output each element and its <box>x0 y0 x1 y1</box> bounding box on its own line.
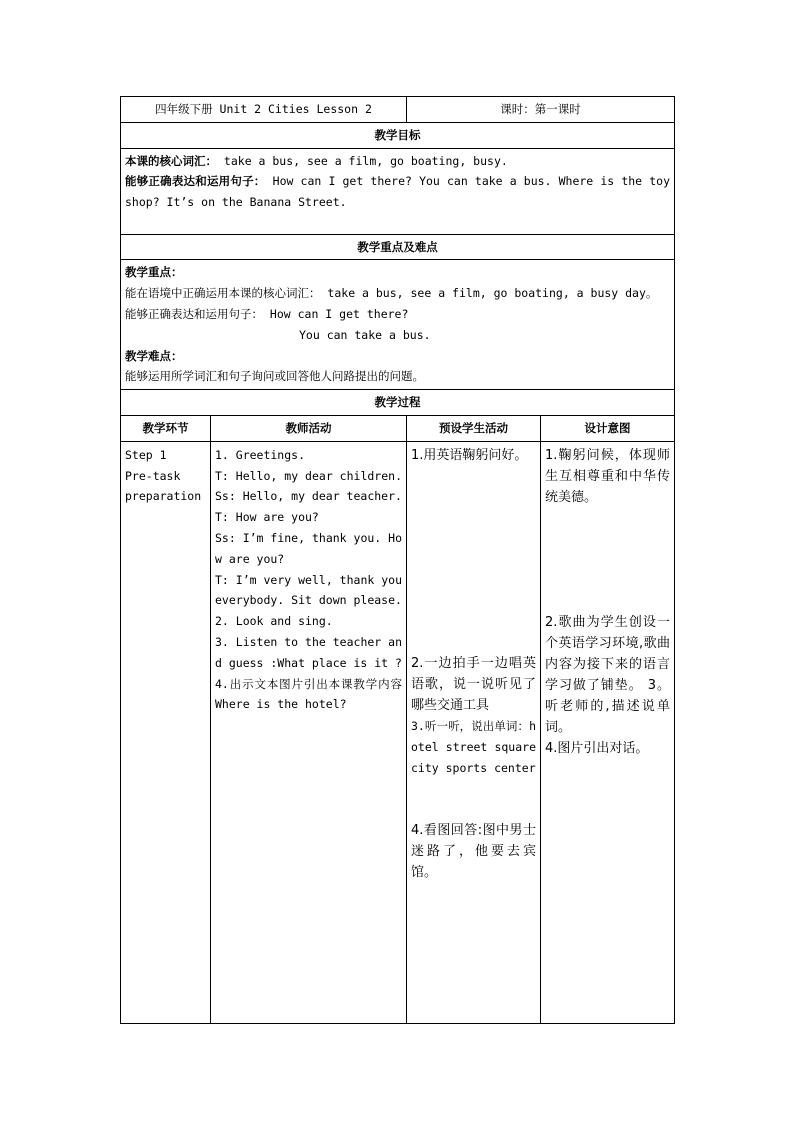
student-item: 4.看图回答:图中男士迷路了，他要去宾馆。 <box>411 822 536 880</box>
focus-line-3: You can take a bus. <box>299 327 431 342</box>
vocab-label: 本课的核心词汇： <box>125 153 217 168</box>
intent-item: 2.歌曲为学生创设一个英语学习环境,歌曲内容为接下来的语言学习做了铺垫。 3。听老师的,描述说单词。 <box>545 614 670 735</box>
design-intent-cell <box>541 441 675 1023</box>
intent-item: 1.鞠躬问候，体现师生互相尊重和中华传统美德。 <box>545 447 670 505</box>
student-item: 2.一边拍手一边唱英语歌，说一说听见了哪些交通工具 <box>411 655 536 713</box>
student-item: 1.用英语鞠躬问好。 <box>411 447 528 463</box>
vocab-text: take a bus, see a film, go boating, busy. <box>217 153 508 168</box>
objectives-content <box>121 148 675 234</box>
key-points-content <box>121 260 675 390</box>
key-points-title-row <box>121 234 675 260</box>
header-row <box>121 97 675 123</box>
teacher-item: 3. Listen to the teacher and guess :What place is it ? <box>215 634 402 670</box>
key-points-row <box>121 260 675 390</box>
step-name-1: Pre-task <box>125 468 181 483</box>
student-activity-cell <box>407 441 541 1023</box>
objectives-title-row <box>121 122 675 148</box>
step-cell <box>121 441 211 1023</box>
process-title: 教学过程 <box>121 390 675 416</box>
step-name-2: preparation <box>125 489 202 504</box>
focus-label: 教学重点： <box>125 265 183 280</box>
process-title-row <box>121 390 675 416</box>
sentence-text: How can I get there? You can take a bus. Where is the toy shop? It’s on the Banana Street. <box>125 174 671 210</box>
column-header-stage: 教学环节 <box>121 415 211 441</box>
column-header-student: 预设学生活动 <box>407 415 541 441</box>
objectives-row <box>121 148 675 234</box>
teacher-item: 1. Greetings. <box>215 447 306 462</box>
process-column-headers <box>121 415 675 441</box>
process-step-1-row <box>121 441 675 1023</box>
teacher-item: T: Hello, my dear children. Ss: Hello, my dear teacher. <box>215 468 402 504</box>
column-header-intent: 设计意图 <box>541 415 675 441</box>
intent-item: 4.图片引出对话。 <box>545 740 649 756</box>
focus-line-2: 能够正确表达和运用句子： How can I get there? <box>125 306 409 321</box>
objectives-title: 教学目标 <box>121 122 675 148</box>
key-points-title: 教学重点及难点 <box>121 234 675 260</box>
teacher-activity-cell <box>211 441 407 1023</box>
teacher-item: 4.出示文本图片引出本课教学内容 Where is the hotel? <box>215 676 402 712</box>
sentence-label: 能够正确表达和运用句子： <box>125 174 266 189</box>
course-title: 四年级下册 Unit 2 Cities Lesson 2 <box>121 97 407 123</box>
teacher-item: T: I’m very well, thank you everybody. Sit down please. <box>215 572 402 608</box>
difficulty-text: 能够运用所学词汇和句子询问或回答他人问路提出的问题。 <box>125 369 424 384</box>
lesson-period: 课时：第一课时 <box>407 97 675 123</box>
lesson-plan-table <box>120 96 675 1024</box>
difficulty-label: 教学难点： <box>125 348 183 363</box>
column-header-teacher: 教师活动 <box>211 415 407 441</box>
teacher-item: Ss: I’m fine, thank you. How are you? <box>215 530 402 566</box>
teacher-item: T: How are you? <box>215 510 319 525</box>
teacher-item: 2. Look and sing. <box>215 614 333 629</box>
student-item: 3.听一听，说出单词：hotel street square city sports center <box>411 718 536 775</box>
focus-line-1: 能在语境中正确运用本课的核心词汇： take a bus, see a film, go boating, a busy day。 <box>125 286 658 301</box>
step-number: Step 1 <box>125 447 167 462</box>
